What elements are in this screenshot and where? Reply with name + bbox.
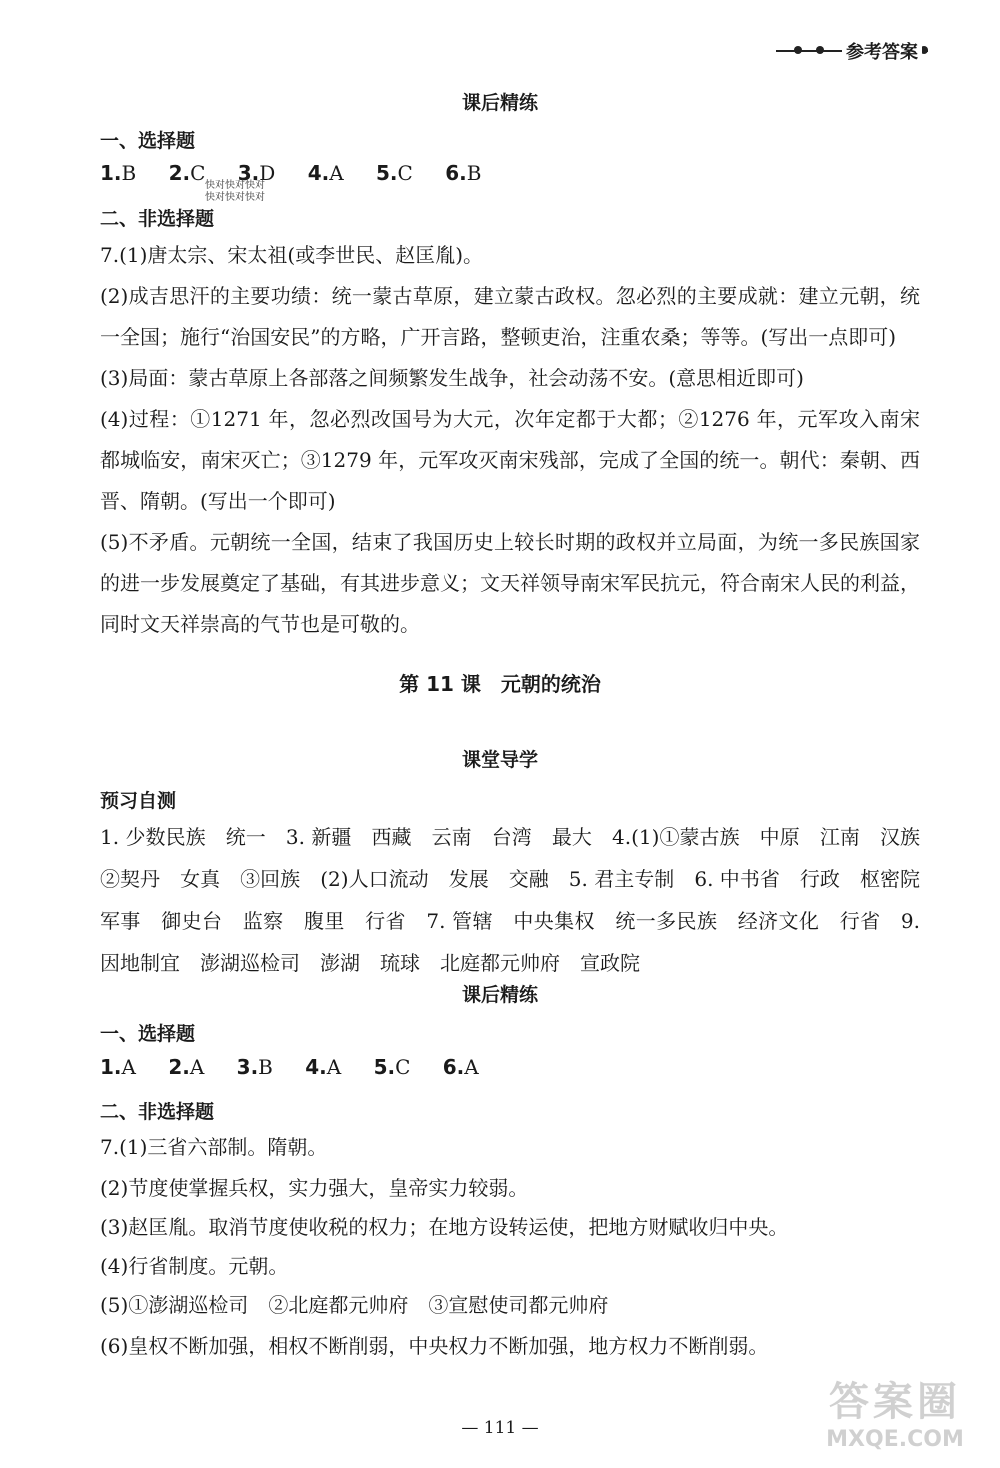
answer-q7-3: (3)局面：蒙古草原上各部落之间频繁发生战争，社会动荡不安。(意思相近即可): [100, 366, 804, 390]
header-dot-icon: [794, 46, 802, 54]
choice-answer: 6.A: [442, 1055, 479, 1079]
choice-answer: 2.A: [168, 1055, 205, 1079]
preview-answers: 1. 少数民族 统一 3. 新疆 西藏 云南 台湾 最大 4.(1)①蒙古族 中原 江南 汉族 ②契丹 女真 ③回族 (2)人口流动 发展 交融 5. 君主专制 6. 中书省 行政 枢密院 军事 御史台 监察 腹里 行省 7. 管辖 中央集权 统一多民族 经济文化 行省 9. 因地制宜 澎湖巡检司 澎湖 琉球 北庭都元帅府 宣政院: [100, 825, 940, 975]
answer-q7-5: (5)不矛盾。元朝统一全国，结束了我国历史上较长时期的政权并立局面，为统一多民族国家的进一步发展奠定了基础，有其进步意义；文天祥领导南宋军民抗元，符合南宋人民的利益，同时文天祥崇高的气节也是可敬的。: [100, 530, 920, 636]
guide-title: 课堂导学: [461, 749, 538, 771]
preview-heading: 预习自测: [100, 790, 177, 812]
choice-answer: 4.A: [305, 1055, 342, 1079]
answer-q7-1: 7.(1)三省六部制。隋朝。: [100, 1135, 328, 1159]
choice-heading: 一、选择题: [100, 1023, 196, 1045]
choice-answer: 6.B: [445, 161, 482, 185]
choice-answer: 3.D: [237, 161, 276, 185]
choice-heading: 一、选择题: [100, 130, 196, 152]
choice-answer: 3.B: [236, 1055, 273, 1079]
answer-q7-1: 7.(1)唐太宗、宋太祖(或李世民、赵匡胤)。: [100, 243, 484, 267]
stamp-text: 快对快对快对 快对快对快对: [205, 180, 265, 203]
choice-answer: 5.C: [373, 1055, 411, 1079]
choice-answer: 2.C: [168, 161, 206, 185]
answer-q7-5: (5)①澎湖巡检司 ②北庭都元帅府 ③宣慰使司都元帅府: [100, 1293, 609, 1317]
answer-q7-3: (3)赵匡胤。取消节度使收税的权力；在地方设转运使，把地方财赋收归中央。: [100, 1215, 789, 1239]
choice-answer: 4.A: [307, 161, 344, 185]
header-tag-label: 参考答案: [842, 38, 922, 64]
header-answer-tag: [772, 36, 932, 66]
choice-answer: 5.C: [376, 161, 413, 185]
section-title: 课后精练: [461, 984, 538, 1006]
page-number: — 111 —: [461, 1418, 539, 1438]
section-title: 课后精练: [461, 92, 538, 114]
header-dot-icon: [816, 46, 824, 54]
watermark-logo: 答案圈 MXQE.COM: [826, 1379, 964, 1452]
lesson-title: 第 11 课 元朝的统治: [399, 672, 601, 696]
choice-answers: [100, 1048, 910, 1086]
choice-answer: 1.A: [100, 1055, 136, 1079]
nonchoice-heading: 二、非选择题: [100, 208, 215, 230]
answer-q7-2: (2)节度使掌握兵权，实力强大，皇帝实力较弱。: [100, 1176, 529, 1200]
answer-q7-2: (2)成吉思汗的主要功绩：统一蒙古草原，建立蒙古政权。忽必烈的主要成就：建立元朝，统一全国；施行“治国安民”的方略，广开言路，整顿吏治，注重农桑；等等。(写出一点即可): [100, 284, 920, 349]
answer-q7-4: (4)过程：①1271 年，忽必烈改国号为大元，次年定都于大都；②1276 年，元军攻入南宋都城临安，南宋灭亡；③1279 年，元军攻灭南宋残部，完成了全国的统一。朝代：秦朝、西晋、隋朝。(写出一个即可): [100, 407, 920, 513]
choice-answer: 1.B: [100, 161, 137, 185]
answer-q7-4: (4)行省制度。元朝。: [100, 1254, 289, 1278]
answer-q7-6: (6)皇权不断加强，相权不断削弱，中央权力不断加强，地方权力不断削弱。: [100, 1334, 769, 1358]
nonchoice-heading: 二、非选择题: [100, 1101, 215, 1123]
